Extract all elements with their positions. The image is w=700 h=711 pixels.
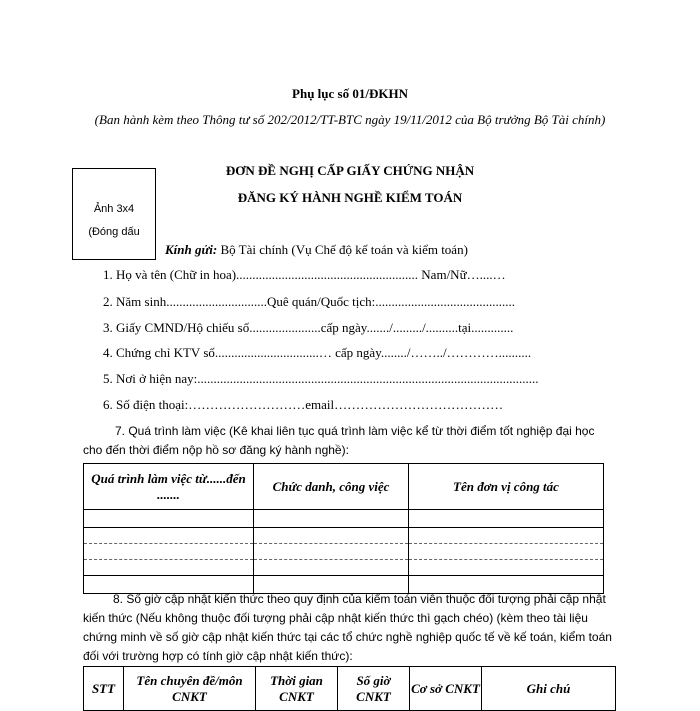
recipient-label: Kính gửi:	[165, 242, 218, 257]
form-title-line1: ĐƠN ĐỀ NGHỊ CẤP GIẤY CHỨNG NHẬN	[225, 163, 475, 178]
work-history-table	[83, 463, 604, 594]
issuance-note: (Ban hành kèm theo Thông tư số 202/2012/TT-BTC ngày 19/11/2012 của Bộ trưởng Bộ Tài chính)	[94, 112, 606, 127]
recipient-line	[165, 242, 468, 258]
col-header-company: Tên đơn vị công tác	[409, 464, 604, 510]
form-title-line2: ĐĂNG KÝ HÀNH NGHỀ KIỂM TOÁN	[237, 190, 463, 205]
field-birth-year: 2. Năm sinh...............................Quê quán/Quốc tịch:...........................................	[103, 294, 515, 309]
field-id-card: 3. Giấy CMND/Hộ chiếu số......................cấp ngày......./........./..........tại.............	[103, 320, 514, 335]
photo-box	[72, 168, 156, 260]
table-row	[84, 528, 604, 544]
table-row	[84, 560, 604, 576]
col-header-position: Chức danh, công việc	[254, 464, 409, 510]
training-hours-table	[83, 666, 616, 711]
section7-text: 7. Quá trình làm việc (Kê khai liên tục quá trình làm việc kể từ thời điểm tốt nghiệp đại học cho đến thời điểm nộp hồ sơ đăng ký hành nghề):	[83, 424, 595, 457]
field-certificate: 4. Chứng chỉ KTV số................................… cấp ngày......../……../…………..........	[103, 345, 532, 360]
photo-note: (Đóng dấu	[88, 226, 140, 238]
col-header-period: Quá trình làm việc từ......đến .......	[84, 464, 254, 510]
recipient-name: Bộ Tài chính (Vụ Chế độ kế toán và kiểm toán)	[220, 242, 468, 257]
col-header-hours: Số giờ CNKT	[338, 667, 410, 711]
photo-label: Ảnh 3x4	[93, 203, 135, 215]
table-row	[84, 544, 604, 560]
table-header-row	[84, 464, 604, 510]
table-header-row	[84, 667, 616, 711]
table-row	[84, 510, 604, 528]
field-phone-email: 6. Số điện thoại:………………………email…………………………………	[103, 397, 504, 412]
field-address: 5. Nơi ở hiện nay:.........................................................................................................	[103, 371, 539, 386]
appendix-number: Phụ lục số 01/ĐKHN	[292, 86, 408, 101]
col-header-notes: Ghi chú	[482, 667, 616, 711]
col-header-topic: Tên chuyên đề/môn CNKT	[124, 667, 256, 711]
field-full-name: 1. Họ và tên (Chữ in hoa)........................................................ Nam/Nữ…....…	[103, 267, 506, 282]
col-header-stt: STT	[84, 667, 124, 711]
col-header-time: Thời gian CNKT	[256, 667, 338, 711]
section8-text: 8. Số giờ cập nhật kiến thức theo quy định của kiểm toán viên thuộc đối tượng phải cập nhật kiến thức (Nếu không thuộc đối tượng phải cập nhật kiến thức thì gạch chéo) (kèm theo tài liệu chứng minh về số giờ cập nhật kiến thức tại các tổ chức nghề nghiệp quốc tế về kế toán, kiểm toán đối với trường hợp có tính giờ cập nhật kiến thức):	[83, 592, 612, 663]
col-header-institution: Cơ sở CNKT	[410, 667, 482, 711]
